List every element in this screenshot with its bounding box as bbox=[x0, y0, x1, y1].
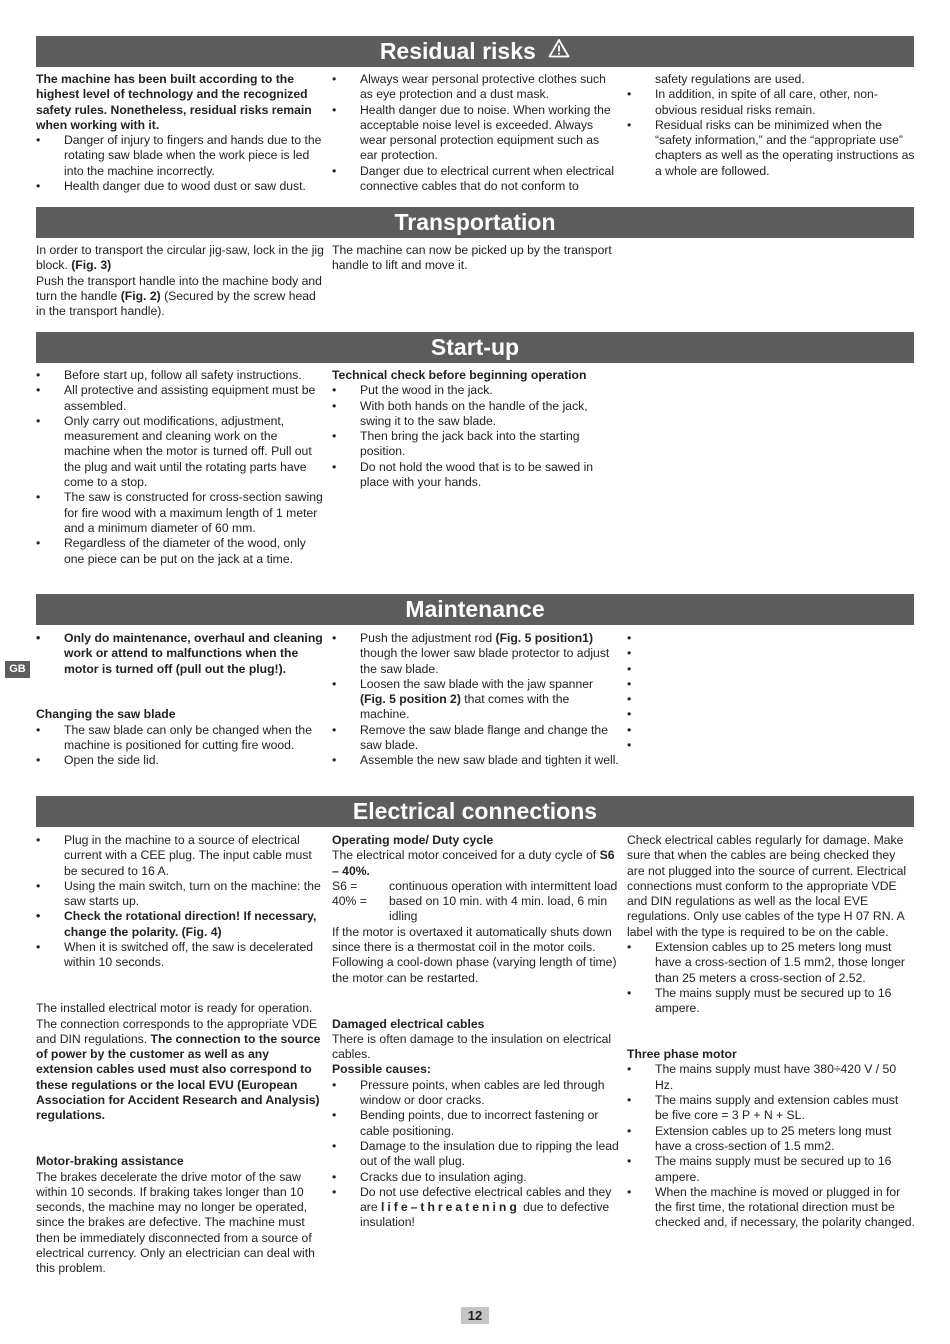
list-item: • Only do maintenance, overhaul and cleaning work or attend to malfunctions when the motor is turned off (pull out the plug!). bbox=[36, 631, 324, 677]
list-item: • Danger of injury to fingers and hands due to the rotating saw blade when the work piece is led into the machine incorrectly. bbox=[36, 133, 324, 179]
residual-list-3 bbox=[627, 87, 915, 179]
list-item: • Bending points, due to incorrect fastening or cable positioning. bbox=[332, 1108, 622, 1139]
empty-list-item bbox=[627, 738, 915, 753]
transport-col-1 bbox=[36, 243, 324, 319]
maintenance-steps-list bbox=[332, 631, 620, 769]
list-item: • Always wear personal protective clothes such as eye protection and a dust mask. bbox=[332, 72, 620, 103]
subheading: Damaged electrical cables bbox=[332, 1016, 485, 1031]
duty-row bbox=[332, 894, 622, 925]
list-item: • The mains supply must be secured up to 16 ampere. bbox=[627, 986, 915, 1017]
section-header-start-up bbox=[36, 332, 914, 363]
subheading: Technical check before beginning operation bbox=[332, 368, 587, 382]
text: Push the transport handle into the machine body and turn the handle bbox=[36, 273, 322, 303]
startup-list bbox=[36, 368, 324, 567]
emphasis-text: life–threatening bbox=[381, 1200, 520, 1215]
motor-paragraph bbox=[36, 1001, 324, 1123]
damaged-paragraph: There is often damage to the insulation on electrical cables. bbox=[332, 1031, 612, 1062]
section-header-residual-risks bbox=[36, 36, 914, 67]
residual-intro: The machine has been built according to the highest level of technology and the recognized safety rules. Nonetheless, residual risks remain when working with it. bbox=[36, 72, 312, 132]
list-item: • Health danger due to noise. When working the acceptable noise level is exceeded. Always wear personal protection equipment such as ear protection. bbox=[332, 103, 620, 164]
list-item: • In addition, in spite of all care, other, non-obvious residual risks remain. bbox=[627, 87, 915, 118]
electrical-col-2 bbox=[332, 833, 622, 1231]
list-item: • Assemble the new saw blade and tighten it well. bbox=[332, 753, 620, 768]
list-item: • Regardless of the diameter of the wood, only one piece can be put on the jack at a time. bbox=[36, 536, 324, 567]
text: In order to transport the circular jig-saw, lock in the jig block. bbox=[36, 243, 324, 273]
list-item: • Residual risks can be minimized when the “safety information,” and the “appropriate use” chapters as well as the operating instructions as a whole are followed. bbox=[627, 118, 915, 179]
residual-col-1 bbox=[36, 72, 324, 194]
section-header-transportation bbox=[36, 207, 914, 238]
list-item: • Only carry out modifications, adjustment, measurement and cleaning work on the machine when the motor is turned off. Pull out the plug and wait until the rotating parts have come to a stop. bbox=[36, 414, 324, 490]
list-item: • Pressure points, when cables are led through window or door cracks. bbox=[332, 1078, 622, 1109]
list-item: • Plug in the machine to a source of electrical current with a CEE plug. The input cable must be secured to 16 A. bbox=[36, 833, 324, 879]
list-item: • The mains supply must have 380÷420 V / 50 Hz. bbox=[627, 1062, 915, 1093]
technical-check-list bbox=[332, 383, 620, 490]
section-title: Maintenance bbox=[405, 596, 545, 622]
list-item: • Extension cables up to 25 meters long must have a cross-section of 1.5 mm2, those longer than 25 meters a cross-section of 2.52. bbox=[627, 940, 915, 986]
maintenance-col-2 bbox=[332, 631, 620, 769]
section-title: Residual risks bbox=[379, 38, 536, 64]
subheading: Changing the saw blade bbox=[36, 707, 176, 722]
list-item bbox=[332, 631, 620, 677]
residual-list-2 bbox=[332, 72, 620, 194]
maintenance-col-1 bbox=[36, 631, 324, 769]
text: The electrical motor conceived for a duty cycle of bbox=[332, 848, 597, 863]
empty-list-item bbox=[627, 662, 915, 677]
brake-paragraph: The brakes decelerate the drive motor of the saw within 10 seconds. If braking takes longer than 10 seconds, the machine may no longer be operated, since the brakes are defective. The machine must then be immediately disconnected from a source of electrical currency. Only an electrician can deal with this problem. bbox=[36, 1169, 315, 1276]
overtax-paragraph: If the motor is overtaxed it automatically shuts down since there is a thermostat coil in the motor coils. Following a cool-down phase (varying length of time) the motor can be restarted. bbox=[332, 924, 617, 985]
section-header-maintenance bbox=[36, 594, 914, 625]
duty-key: S6 = bbox=[332, 878, 358, 893]
list-item: • The mains supply must be secured up to 16 ampere. bbox=[627, 1154, 915, 1185]
changing-blade-list bbox=[36, 723, 324, 769]
residual-col-3 bbox=[627, 72, 915, 179]
list-item: • The saw is constructed for cross-section sawing for fire wood with a maximum length of 1 meter and a minimum diameter of 60 mm. bbox=[36, 490, 324, 536]
duty-value-text: continuous operation with intermittent load bbox=[389, 878, 618, 893]
section-header-electrical bbox=[36, 796, 914, 827]
section-title: Start-up bbox=[430, 334, 520, 360]
list-item: • The saw blade can only be changed when the machine is positioned for cutting fire wood. bbox=[36, 723, 324, 754]
language-tab: GB bbox=[5, 661, 30, 678]
electrical-col-3 bbox=[627, 833, 915, 1231]
figure-ref: (Fig. 5 position1) bbox=[495, 631, 594, 645]
list-item: • With both hands on the handle of the jack, swing it to the saw blade. bbox=[332, 399, 620, 430]
empty-list-item bbox=[627, 723, 915, 738]
list-continuation: safety regulations are used. bbox=[655, 72, 805, 86]
text: Loosen the saw blade with the jaw spanner bbox=[360, 676, 594, 691]
text: due to defective insulation! bbox=[360, 1200, 610, 1230]
text: that comes with the machine. bbox=[360, 692, 570, 722]
list-item bbox=[332, 677, 620, 723]
empty-list-item bbox=[627, 707, 915, 722]
list-item: • When the machine is moved or plugged in for the first time, the rotational direction must be checked and, if necessary, the polarity changed. bbox=[627, 1185, 915, 1231]
electrical-col-1 bbox=[36, 833, 324, 1277]
maintenance-col-3 bbox=[627, 631, 915, 753]
duty-value: S6 – 40%. bbox=[332, 848, 615, 878]
list-item: • Extension cables up to 25 meters long must have a cross-section of 1.5 mm2. bbox=[627, 1124, 915, 1155]
duty-row bbox=[332, 879, 622, 894]
empty-list-item bbox=[627, 631, 915, 646]
figure-ref: (Fig. 5 position 2) bbox=[360, 692, 461, 707]
list-item: • Health danger due to wood dust or saw dust. bbox=[36, 179, 324, 194]
three-phase-list bbox=[627, 1062, 915, 1230]
text: (Secured by the screw head in the transport handle). bbox=[36, 288, 316, 319]
empty-list-item bbox=[627, 677, 915, 692]
list-item: • The mains supply and extension cables must be five core = 3 P + N + SL. bbox=[627, 1093, 915, 1124]
figure-ref: (Fig. 3) bbox=[71, 258, 112, 273]
empty-list-item bbox=[627, 692, 915, 707]
cable-check-paragraph: Check electrical cables regularly for damage. Make sure that when the cables are being checked they are not plugged into the source of current. Electrical connections must conform to the appropriate VDE and DIN regulations as well as the local EVE regulations. Only use cables of the type H 07 RN. A label with the type is required to be on the cable. bbox=[627, 833, 907, 939]
warning-triangle-icon bbox=[548, 35, 570, 66]
subheading: Operating mode/ Duty cycle bbox=[332, 833, 494, 847]
page-number: 12 bbox=[461, 1307, 489, 1324]
electrical-list bbox=[36, 833, 324, 971]
residual-list-1 bbox=[36, 133, 324, 194]
list-item: • Damage to the insulation due to ripping the lead out of the wall plug. bbox=[332, 1139, 622, 1170]
transport-paragraph-1 bbox=[36, 243, 324, 274]
maintenance-warning-list bbox=[36, 631, 324, 677]
text: Push the adjustment rod bbox=[360, 631, 493, 645]
startup-col-1 bbox=[36, 368, 324, 567]
transport-paragraph-3: The machine can now be picked up by the transport handle to lift and move it. bbox=[332, 243, 612, 273]
list-item: • All protective and assisting equipment must be assembled. bbox=[36, 383, 324, 414]
subheading: Possible causes: bbox=[332, 1062, 431, 1077]
text: Do not use defective electrical cables and they are bbox=[360, 1184, 612, 1215]
list-item bbox=[332, 1185, 622, 1231]
list-item: • Cracks due to insulation aging. bbox=[332, 1170, 622, 1185]
transport-col-2 bbox=[332, 243, 620, 274]
list-item: • When it is switched off, the saw is decelerated within 10 seconds. bbox=[36, 940, 324, 971]
list-item: • Open the side lid. bbox=[36, 753, 324, 768]
startup-col-2 bbox=[332, 368, 620, 490]
list-item: • Then bring the jack back into the starting position. bbox=[332, 429, 620, 460]
list-item: • Put the wood in the jack. bbox=[332, 383, 620, 398]
text: though the lower saw blade protector to adjust the saw blade. bbox=[360, 646, 610, 676]
text: The connection to the source of power by the customer as well as any extension cables used must also correspond to these regulations or the local EVU (European Association for Accident Research and Analysis) regulations. bbox=[36, 1031, 321, 1123]
duty-value-text: based on 10 min. with 4 min. load, 6 min idling bbox=[389, 894, 608, 924]
section-title: Electrical connections bbox=[352, 798, 598, 824]
list-item: • Remove the saw blade flange and change the saw blade. bbox=[332, 723, 620, 754]
extension-cable-list bbox=[627, 940, 915, 1016]
figure-ref: (Fig. 2) bbox=[120, 288, 161, 303]
duty-key: 40% = bbox=[332, 894, 367, 909]
transport-paragraph-2 bbox=[36, 274, 324, 320]
list-item: • Before start up, follow all safety instructions. bbox=[36, 368, 324, 383]
duty-paragraph bbox=[332, 848, 622, 879]
subheading: Three phase motor bbox=[627, 1047, 737, 1062]
text: The installed electrical motor is ready for operation. The connection corresponds to the appropriate VDE and DIN regulations. bbox=[36, 1001, 318, 1046]
list-item: • Do not hold the wood that is to be sawed in place with your hands. bbox=[332, 460, 620, 491]
list-item: • Using the main switch, turn on the machine: the saw starts up. bbox=[36, 879, 324, 910]
section-title: Transportation bbox=[394, 209, 556, 235]
causes-list bbox=[332, 1078, 622, 1231]
empty-list-item bbox=[627, 646, 915, 661]
residual-col-2 bbox=[332, 72, 620, 194]
subheading: Motor-braking assistance bbox=[36, 1154, 184, 1169]
list-item: • Danger due to electrical current when electrical connective cables that do not conform to bbox=[332, 164, 620, 195]
empty-bullet-list bbox=[627, 631, 915, 753]
list-item: • Check the rotational direction! If necessary, change the polarity. (Fig. 4) bbox=[36, 909, 324, 940]
